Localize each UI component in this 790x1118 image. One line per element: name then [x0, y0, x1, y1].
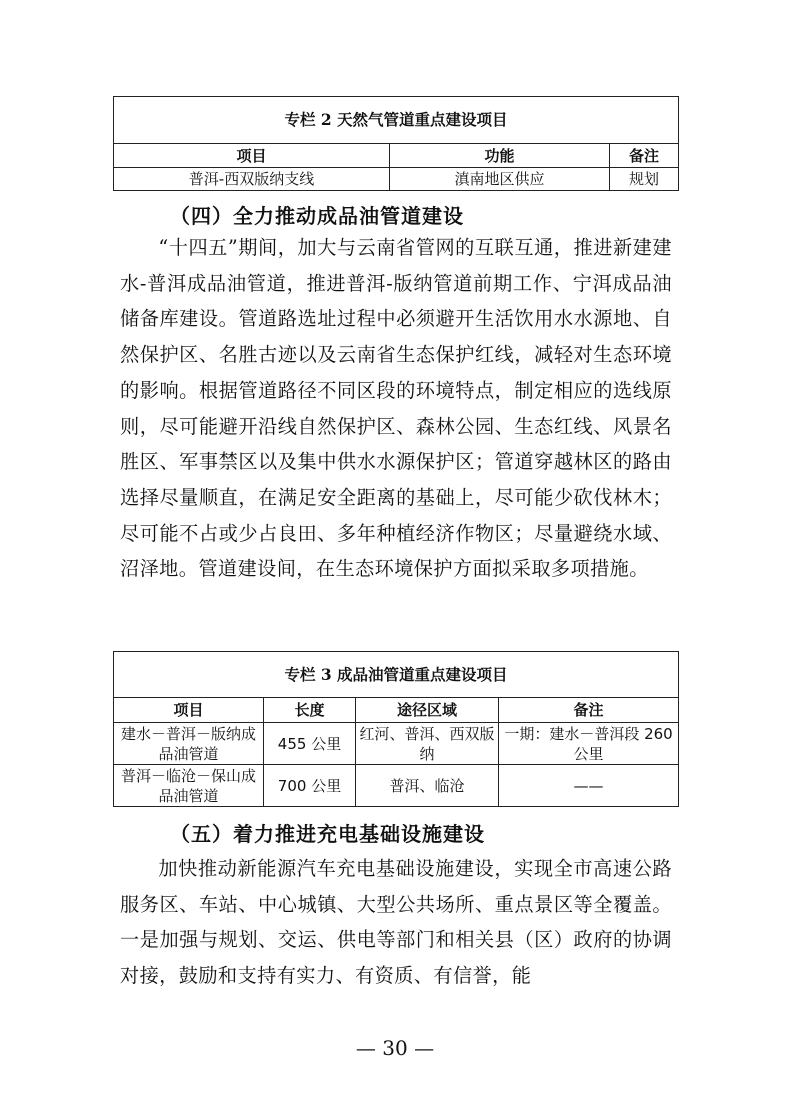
table-title: 专栏 2 天然气管道重点建设项目	[114, 97, 679, 144]
section-heading: （五）着力推进充电基础设施建设	[170, 822, 485, 846]
table-cell: 普洱-西双版纳支线	[114, 168, 390, 191]
section-heading: （四）全力推动成品油管道建设	[170, 204, 464, 228]
table-cell: 普洱、临沧	[356, 765, 499, 807]
table-cell: 普洱－临沧－保山成品油管道	[114, 765, 264, 807]
table-cell: 建水－普洱－版纳成品油管道	[114, 723, 264, 765]
table-cell: 一期：建水－普洱段 260 公里	[499, 723, 679, 765]
table-row	[114, 765, 679, 807]
column-header: 备注	[499, 698, 679, 723]
body-paragraph	[120, 851, 672, 994]
column-header: 项目	[114, 698, 264, 723]
table-row	[114, 168, 679, 191]
column-header: 长度	[264, 698, 356, 723]
paragraph-text: “十四五”期间，加大与云南省管网的互联互通，推进新建建水-普洱成品油管道，推进普洱-版纳管道前期工作、宁洱成品油储备库建设。管道路选址过程中必须避开生活饮用水水源地、自然保护区、名胜古迹以及云南省生态保护红线，减轻对生态环境的影响。根据管道路径不同区段的环境特点，制定相应的选线原则，尽可能避开沿线自然保护区、森林公园、生态红线、风景名胜区、军事禁区以及集中供水水源保护区；管道穿越林区的路由选择尽量顺直，在满足安全距离的基础上，尽可能少砍伐林木；尽可能不占或少占良田、多年种植经济作物区；尽量避绕水域、沼泽地。管道建设间，在生态环境保护方面拟采取多项措施。	[120, 236, 672, 581]
table-cell: 455 公里	[264, 723, 356, 765]
table-cell: 滇南地区供应	[390, 168, 610, 191]
paragraph-text: 加快推动新能源汽车充电基础设施建设，实现全市高速公路服务区、车站、中心城镇、大型公共场所、重点景区等全覆盖。一是加强与规划、交运、供电等部门和相关县（区）政府的协调对接，鼓励和支持有实力、有资质、有信誉，能	[120, 857, 672, 988]
body-paragraph	[120, 230, 672, 587]
table-natural-gas-projects	[113, 96, 679, 191]
column-header: 功能	[390, 144, 610, 168]
table-cell: 700 公里	[264, 765, 356, 807]
table-cell: 红河、普洱、西双版纳	[356, 723, 499, 765]
table-cell: ——	[499, 765, 679, 807]
table-title: 专栏 3 成品油管道重点建设项目	[114, 652, 679, 698]
table-oil-pipeline-projects	[113, 651, 679, 807]
table-row	[114, 723, 679, 765]
column-header: 备注	[610, 144, 679, 168]
table-cell: 规划	[610, 168, 679, 191]
column-header: 途径区域	[356, 698, 499, 723]
page-number: — 30 —	[355, 1036, 435, 1060]
column-header: 项目	[114, 144, 390, 168]
